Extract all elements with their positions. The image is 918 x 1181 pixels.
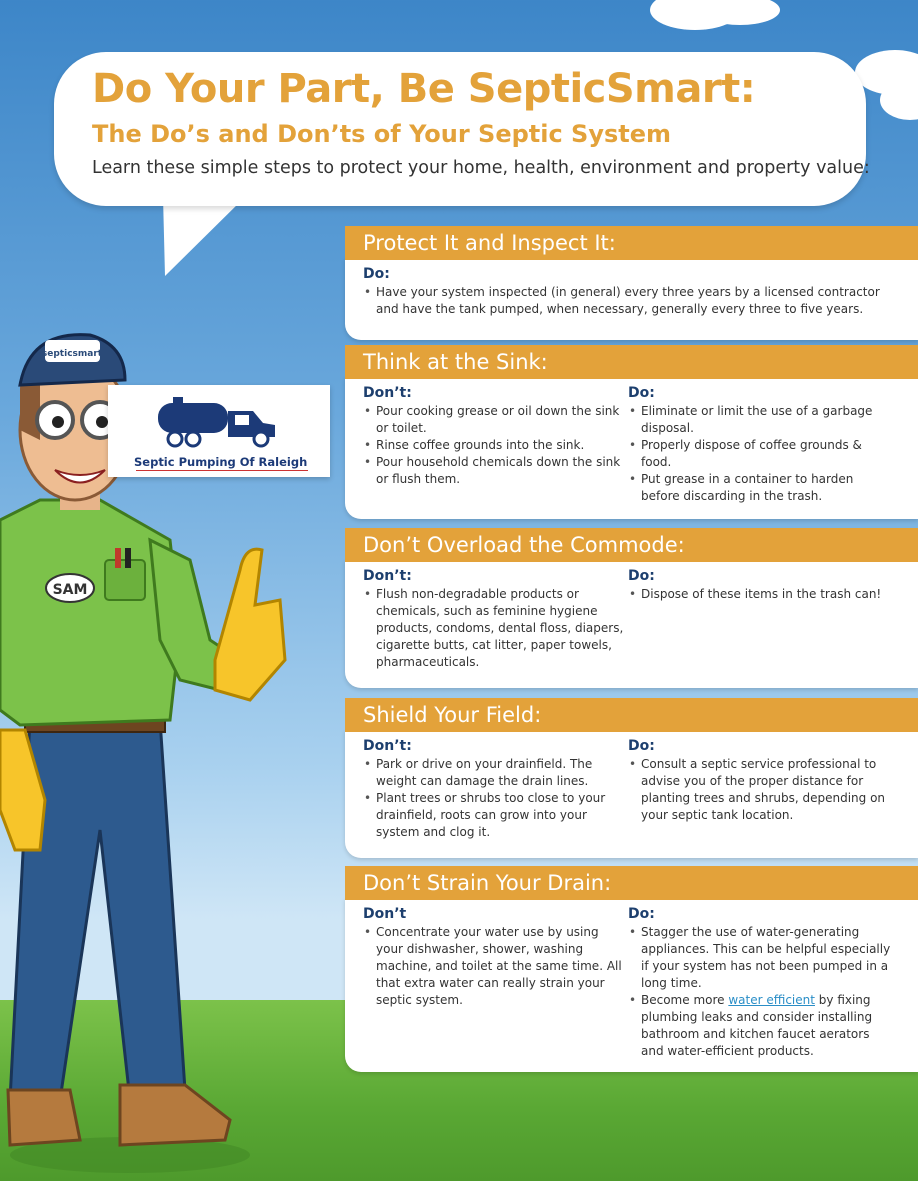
list-item: • Eliminate or limit the use of a garbage disposal. [628, 403, 893, 437]
do-label: Do: [628, 738, 655, 754]
section-body [345, 730, 918, 858]
dont-column [363, 906, 628, 1062]
company-logo-card [108, 385, 330, 477]
section-title: Think at the Sink: [345, 345, 918, 379]
list-item: • Rinse coffee grounds into the sink. [363, 437, 628, 454]
dont-column [363, 568, 628, 678]
list-item-text: by fixing plumbing leaks and consider installing bathroom and kitchen faucet aerators and water-efficient products. [641, 993, 873, 1058]
list-item: • Properly dispose of coffee grounds & food. [628, 437, 893, 471]
intro-text: Learn these simple steps to protect your home, health, environment and property value: [92, 158, 870, 178]
section-body [345, 898, 918, 1072]
list-item: • Put grease in a container to harden before discarding in the trash. [628, 471, 893, 505]
logo-underline [136, 470, 308, 471]
cap-logo-text: septicsmart [41, 349, 103, 359]
do-column [628, 385, 893, 509]
section-shield-field [345, 698, 918, 858]
dont-label: Don’t: [363, 385, 412, 401]
list-item: • Park or drive on your drainfield. The weight can damage the drain lines. [363, 756, 628, 790]
dont-label: Don’t: [363, 738, 412, 754]
section-think-sink [345, 345, 918, 519]
list-item: • Plant trees or shrubs too close to your drainfield, roots can grow into your system and clog it. [363, 790, 628, 841]
list-item-text: Become more [641, 993, 729, 1007]
do-label: Do: [628, 906, 655, 922]
section-overload-commode [345, 528, 918, 688]
do-label: Do: [628, 568, 655, 584]
section-title: Don’t Strain Your Drain: [345, 866, 918, 900]
section-protect-inspect [345, 226, 918, 340]
list-item: • Consult a septic service professional to advise you of the proper distance for planting trees and shrubs, depending on your septic tank location. [628, 756, 893, 824]
section-body [345, 377, 918, 519]
page-title: Do Your Part, Be SepticSmart: [92, 66, 756, 112]
page-subtitle: The Do’s and Don’ts of Your Septic System [92, 120, 672, 148]
speech-bubble-tail [137, 196, 246, 276]
dont-label: Don’t [363, 906, 407, 922]
name-badge-text: SAM [52, 582, 88, 598]
do-column [628, 568, 893, 678]
water-efficient-link[interactable]: water efficient [728, 993, 815, 1007]
section-body [345, 258, 918, 340]
do-column [628, 738, 893, 848]
do-label: Do: [628, 385, 655, 401]
do-column [628, 906, 893, 1062]
list-item: • Have your system inspected (in general) every three years by a licensed contractor and have the tank pumped, when necessary, generally every three to five years. [363, 284, 903, 318]
do-label: Do: [363, 266, 390, 282]
list-item: • Flush non-degradable products or chemicals, such as feminine hygiene products, condoms, dental floss, diapers, cigarette butts, cat litter, paper towels, pharmaceuticals. [363, 586, 628, 671]
septic-truck-icon [153, 391, 283, 451]
section-title: Protect It and Inspect It: [345, 226, 918, 260]
dont-column [363, 738, 628, 848]
company-name: Septic Pumping Of Raleigh [134, 455, 308, 469]
list-item: • Dispose of these items in the trash can! [628, 586, 893, 603]
section-body [345, 560, 918, 688]
list-item [628, 992, 893, 1060]
dont-label: Don’t: [363, 568, 412, 584]
list-item: • Stagger the use of water-generating appliances. This can be helpful especially if your system has not been pumped in a long time. [628, 924, 893, 992]
section-strain-drain [345, 866, 918, 1072]
section-title: Don’t Overload the Commode: [345, 528, 918, 562]
list-item: • Concentrate your water use by using your dishwasher, shower, washing machine, and toilet at the same time. All that extra water can really strain your septic system. [363, 924, 628, 1009]
list-item: • Pour cooking grease or oil down the sink or toilet. [363, 403, 628, 437]
do-column [363, 266, 903, 330]
dont-column [363, 385, 628, 509]
section-title: Shield Your Field: [345, 698, 918, 732]
list-item: • Pour household chemicals down the sink or flush them. [363, 454, 628, 488]
